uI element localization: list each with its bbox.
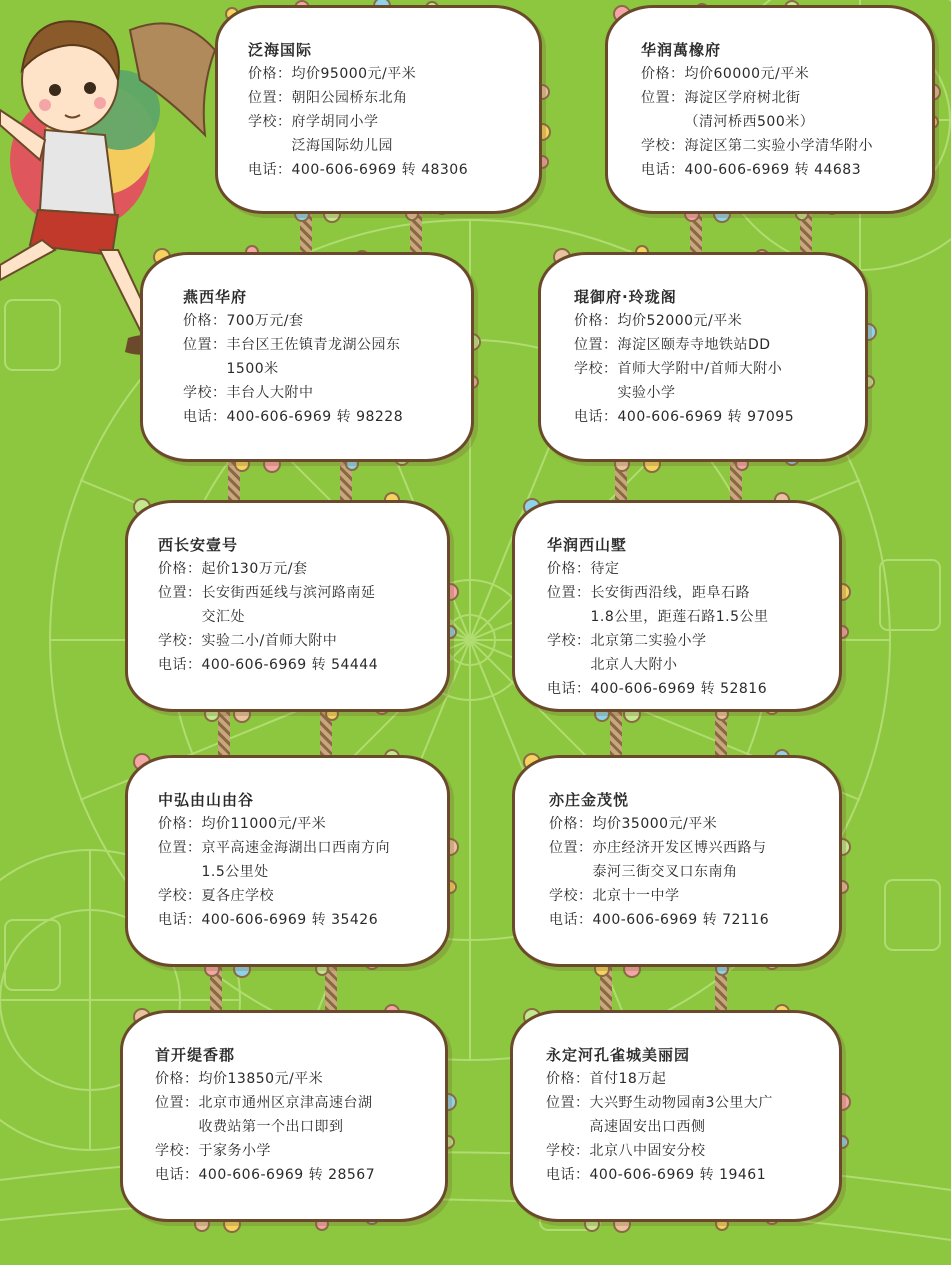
school-label: 学校：	[158, 888, 202, 904]
price-label: 价格：	[183, 313, 227, 329]
location-value: 丰台区王佐镇青龙湖公园东 1500米	[226, 337, 401, 377]
phone-value: 400-606-6969 转 72116	[592, 912, 770, 928]
phone-label: 电话：	[248, 162, 292, 178]
property-title: 琨御府·玲珑阁	[574, 288, 677, 306]
phone-label: 电话：	[183, 409, 227, 425]
phone-value: 400-606-6969 转 44683	[684, 162, 862, 178]
school-label: 学校：	[549, 888, 593, 904]
property-title: 燕西华府	[183, 288, 248, 306]
school-value: 夏各庄学校	[201, 888, 274, 904]
price-label: 价格：	[641, 66, 685, 82]
price-value: 均价60000元/平米	[684, 66, 810, 82]
price-value: 均价95000元/平米	[291, 66, 417, 82]
location-value: 海淀区学府树北街 （清河桥西500米）	[684, 90, 815, 130]
price-value: 均价35000元/平米	[592, 816, 718, 832]
property-card	[538, 252, 868, 462]
phone-value: 400-606-6969 转 54444	[201, 657, 379, 673]
phone-value: 400-606-6969 转 35426	[201, 912, 379, 928]
school-label: 学校：	[641, 138, 685, 154]
price-label: 价格：	[158, 816, 202, 832]
location-label: 位置：	[158, 585, 202, 601]
location-value: 长安街西延线与滨河路南延 交汇处	[201, 585, 376, 625]
school-value: 首师大学附中/首师大附小 实验小学	[617, 361, 783, 401]
school-value: 北京十一中学	[592, 888, 680, 904]
phone-label: 电话：	[158, 657, 202, 673]
school-value: 实验二小/首师大附中	[201, 633, 338, 649]
property-title: 西长安壹号	[158, 536, 239, 554]
school-label: 学校：	[574, 361, 618, 377]
school-label: 学校：	[155, 1143, 199, 1159]
price-label: 价格：	[248, 66, 292, 82]
location-value: 北京市通州区京津高速台湖 收费站第一个出口即到	[198, 1095, 373, 1135]
property-card	[125, 500, 450, 712]
school-value: 北京八中固安分校	[589, 1143, 706, 1159]
location-value: 京平高速金海湖出口西南方向 1.5公里处	[201, 840, 390, 880]
property-card	[512, 755, 842, 967]
phone-label: 电话：	[546, 1167, 590, 1183]
property-card	[605, 5, 935, 214]
price-label: 价格：	[546, 1071, 590, 1087]
phone-label: 电话：	[547, 681, 591, 697]
location-value: 海淀区颐寿寺地铁站DD	[617, 337, 771, 353]
location-value: 大兴野生动物园南3公里大广 高速固安出口西侧	[589, 1095, 773, 1135]
school-label: 学校：	[158, 633, 202, 649]
price-value: 均价13850元/平米	[198, 1071, 324, 1087]
phone-label: 电话：	[549, 912, 593, 928]
school-value: 丰台人大附中	[226, 385, 314, 401]
location-label: 位置：	[574, 337, 618, 353]
school-label: 学校：	[183, 385, 227, 401]
phone-value: 400-606-6969 转 48306	[291, 162, 469, 178]
price-label: 价格：	[155, 1071, 199, 1087]
location-value: 长安街西沿线，距阜石路 1.8公里，距莲石路1.5公里	[590, 585, 769, 625]
property-card	[140, 252, 474, 462]
phone-value: 400-606-6969 转 97095	[617, 409, 795, 425]
property-card	[512, 500, 842, 712]
price-value: 待定	[590, 561, 620, 577]
price-value: 首付18万起	[589, 1071, 667, 1087]
school-label: 学校：	[248, 114, 292, 130]
school-value: 北京第二实验小学 北京人大附小	[590, 633, 707, 673]
location-label: 位置：	[183, 337, 227, 353]
phone-label: 电话：	[641, 162, 685, 178]
location-value: 朝阳公园桥东北角	[291, 90, 408, 106]
property-card	[120, 1010, 448, 1222]
phone-label: 电话：	[155, 1167, 199, 1183]
school-label: 学校：	[547, 633, 591, 649]
property-title: 永定河孔雀城美丽园	[546, 1046, 691, 1064]
price-label: 价格：	[574, 313, 618, 329]
property-title: 首开缇香郡	[155, 1046, 236, 1064]
property-title: 亦庄金茂悦	[549, 791, 630, 809]
property-card	[215, 5, 542, 214]
price-value: 均价52000元/平米	[617, 313, 743, 329]
location-label: 位置：	[547, 585, 591, 601]
location-label: 位置：	[248, 90, 292, 106]
property-title: 华润西山墅	[547, 536, 628, 554]
price-value: 起价130万元/套	[201, 561, 308, 577]
location-value: 亦庄经济开发区博兴西路与 泰河三街交叉口东南角	[592, 840, 767, 880]
rope	[610, 705, 622, 760]
property-title: 泛海国际	[248, 41, 313, 59]
property-title: 中弘由山由谷	[158, 791, 255, 809]
phone-value: 400-606-6969 转 19461	[589, 1167, 767, 1183]
location-label: 位置：	[546, 1095, 590, 1111]
school-value: 于家务小学	[198, 1143, 271, 1159]
price-label: 价格：	[549, 816, 593, 832]
school-label: 学校：	[546, 1143, 590, 1159]
school-value: 海淀区第二实验小学清华附小	[684, 138, 873, 154]
price-label: 价格：	[547, 561, 591, 577]
price-value: 均价11000元/平米	[201, 816, 327, 832]
location-label: 位置：	[158, 840, 202, 856]
phone-value: 400-606-6969 转 28567	[198, 1167, 376, 1183]
location-label: 位置：	[641, 90, 685, 106]
location-label: 位置：	[155, 1095, 199, 1111]
property-title: 华润萬橡府	[641, 41, 722, 59]
location-label: 位置：	[549, 840, 593, 856]
phone-label: 电话：	[574, 409, 618, 425]
phone-value: 400-606-6969 转 52816	[590, 681, 768, 697]
property-card	[510, 1010, 842, 1222]
price-value: 700万元/套	[226, 313, 304, 329]
price-label: 价格：	[158, 561, 202, 577]
property-card	[125, 755, 450, 967]
school-value: 府学胡同小学 泛海国际幼儿园	[291, 114, 393, 154]
phone-value: 400-606-6969 转 98228	[226, 409, 404, 425]
phone-label: 电话：	[158, 912, 202, 928]
